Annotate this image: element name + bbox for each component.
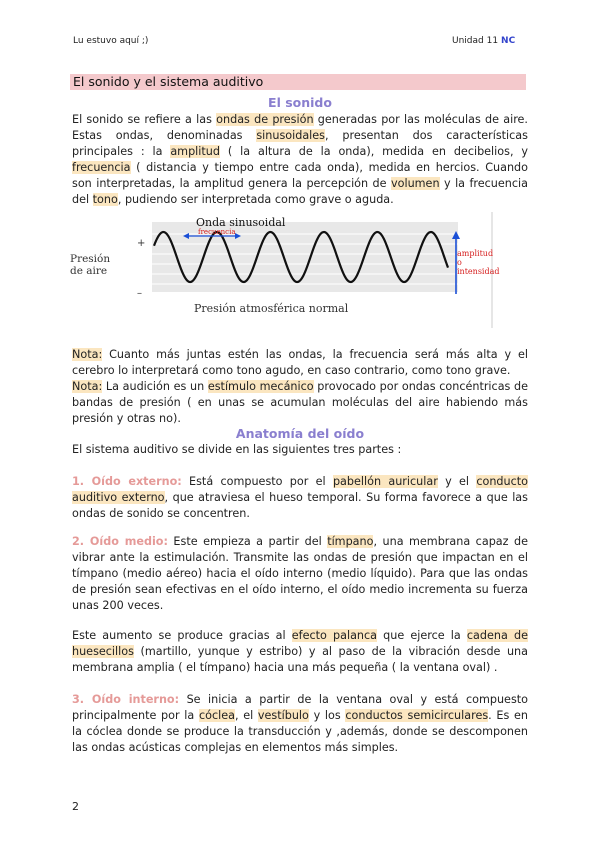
- note-label: Nota:: [72, 380, 103, 393]
- note-label: Nota:: [72, 348, 103, 361]
- note-2: Nota: La audición es un estímulo mecánico provocado por ondas concéntricas de bandas de presión ( en unas se acumulan moléculas del aire habiendo más presión y otras no).: [72, 380, 529, 425]
- page-title: El sonido y el sistema auditivo: [70, 74, 526, 90]
- highlight: conducto auditivo externo: [72, 475, 528, 504]
- amplitude-label-3: intensidad: [457, 267, 500, 276]
- wave-label: Onda sinusoidal: [196, 216, 286, 229]
- inner-ear-paragraph: 3. Oído interno: Se inicia a partir de la ventana oval y está compuesto principalmente por la cóclea, el vestíbulo y los conductos semicirculares. Es en la cóclea donde se produce la transducción y ,además, donde se descomponen las ondas acústicas complejas en elementos más simples.: [72, 693, 529, 754]
- anatomy-intro: El sistema auditivo se divide en las siguientes tres partes :: [72, 443, 402, 456]
- lever-paragraph: Este aumento se produce gracias al efecto palanca que ejerce la cadena de huesecillos (martillo, yunque y estribo) y al paso de la vibración desde una membrana amplia ( el tímpano) hacia una más pequeña ( la ventana oval) .: [72, 629, 528, 674]
- section-title-sonido: El sonido: [268, 95, 332, 110]
- highlight: frecuencia: [72, 161, 131, 174]
- amplitude-label-2: o: [457, 258, 462, 267]
- minus-sign: –: [137, 288, 142, 299]
- header-unit: [452, 36, 515, 46]
- frequency-label: frecuencia: [198, 228, 236, 236]
- unit-tag: NC: [501, 36, 516, 46]
- highlight: amplitud: [170, 145, 220, 158]
- page-number: 2: [72, 800, 79, 813]
- note-1: Nota: Cuanto más juntas estén las ondas, la frecuencia será más alta y el cerebro lo interpretará como tono agudo, en caso contrario, como tono grave.: [72, 348, 528, 377]
- outer-ear-paragraph: 1. Oído externo: Está compuesto por el pabellón auricular y el conducto auditivo externo, que atraviesa el hueso temporal. Su forma favorece a que las ondas de sonido se concentren.: [72, 475, 528, 520]
- highlight: efecto palanca: [291, 629, 378, 642]
- middle-ear-paragraph: 2. Oído medio: Este empieza a partir del tímpano, una membrana capaz de vibrar ante la estimulación. Transmite las ondas de presión que impactan en el tímpano (medio aéreo) hacia el oído interno (medio líquido). Para que las ondas de presión sean efectivas en el oído interno, el oído medio incrementa su fuerza unas 200 veces.: [72, 535, 528, 612]
- highlight: pabellón auricular: [332, 475, 438, 488]
- y-axis-label-1: Presión: [70, 253, 111, 265]
- amplitude-label-1: amplitud: [457, 249, 494, 258]
- outer-ear-label: 1. Oído externo:: [72, 475, 182, 488]
- highlight: tono: [92, 193, 118, 206]
- y-axis-label-2: de aire: [70, 265, 108, 277]
- highlight: vestíbulo: [257, 709, 309, 722]
- highlight: cadena de huesecillos: [72, 629, 528, 658]
- middle-ear-label: 2. Oído medio:: [72, 535, 168, 548]
- header-note: Lu estuvo aquí ;): [73, 36, 149, 46]
- inner-ear-label: 3. Oído interno:: [72, 693, 180, 706]
- highlight: cóclea: [198, 709, 235, 722]
- highlight: conductos semicirculares: [345, 709, 489, 722]
- highlight: tímpano: [327, 535, 374, 548]
- highlight: sinusoidales: [256, 129, 326, 142]
- plus-sign: +: [137, 238, 146, 249]
- baseline-label: Presión atmosférica normal: [194, 302, 349, 315]
- paragraph-sonido: El sonido se refiere a las ondas de presión generadas por las moléculas de aire. Estas ondas, denominadas sinusoidales, presentan dos características principales : la amplitud ( la altura de la onda), medida en decibelios, y frecuencia ( distancia y tiempo entre cada onda), medida en hercios. Cuando son interpretadas, la amplitud genera la percepción de volumen y la frecuencia del tono, pudiendo ser interpretada como grave o aguda.: [72, 113, 529, 206]
- section-title-anatomia: Anatomía del oído: [235, 426, 365, 441]
- highlight: estímulo mecánico: [207, 380, 314, 393]
- highlight: volumen: [391, 177, 440, 190]
- sine-wave-figure: [70, 210, 520, 330]
- highlight: ondas de presión: [216, 113, 314, 126]
- unit-label: Unidad 11: [452, 36, 499, 46]
